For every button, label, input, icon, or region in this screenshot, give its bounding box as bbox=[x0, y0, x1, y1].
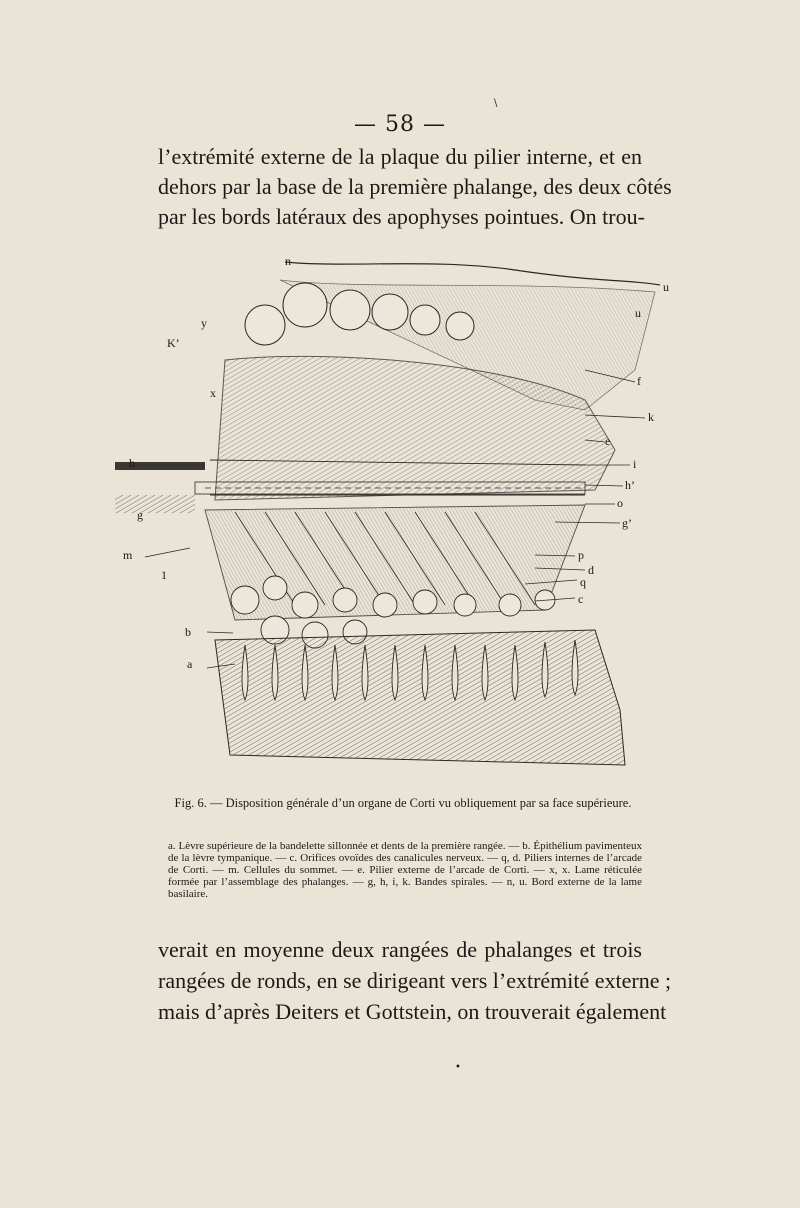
text-line: mais d’après Deiters et Gottstein, on trouverait également bbox=[158, 999, 667, 1024]
figure-label: i bbox=[633, 457, 637, 471]
figure-label: d bbox=[588, 563, 594, 577]
figure-label: f bbox=[637, 374, 641, 388]
figure-label: u bbox=[635, 306, 641, 320]
corti-illustration bbox=[115, 250, 680, 770]
figure-label: m bbox=[123, 548, 133, 562]
figure-caption: Fig. 6. — Disposition générale d’un organe de Corti vu obliquement par sa face supérieure. bbox=[174, 796, 632, 810]
figure-label: c bbox=[578, 592, 584, 606]
figure-label: x bbox=[210, 386, 216, 400]
text-line: verait en moyenne deux rangées de phalanges et trois bbox=[158, 937, 642, 962]
figure-label: 1 bbox=[161, 568, 167, 582]
figure-label: g bbox=[137, 508, 143, 522]
margin-mark: \ bbox=[494, 98, 498, 109]
text-line: l’extrémité externe de la plaque du pilier interne, et en bbox=[158, 144, 642, 169]
text-line: par les bords latéraux des apophyses pointues. On trou- bbox=[158, 204, 645, 229]
corti-organ-figure bbox=[115, 250, 680, 770]
figure-label: u bbox=[663, 280, 669, 294]
figure-label: g’ bbox=[622, 516, 632, 530]
paragraph-bottom bbox=[158, 934, 672, 1027]
figure-label: n bbox=[285, 254, 291, 268]
figure-label: h’ bbox=[625, 478, 635, 492]
ink-speck: • bbox=[455, 1062, 461, 1073]
figure-label: q bbox=[580, 575, 586, 589]
figure-label: K’ bbox=[167, 336, 180, 350]
page-number: — 58 — bbox=[354, 112, 446, 137]
figure-label: e bbox=[605, 434, 611, 448]
figure-label: a bbox=[187, 657, 193, 671]
figure-label: p bbox=[578, 548, 584, 562]
figure-label: h bbox=[129, 456, 135, 470]
text-line: rangées de ronds, en se dirigeant vers l’extrémité externe ; bbox=[158, 968, 672, 993]
paragraph-top bbox=[158, 142, 672, 232]
text-line: dehors par la base de la première phalange, des deux côtés bbox=[158, 174, 672, 199]
figure-label: o bbox=[617, 496, 623, 510]
figure-label: k bbox=[648, 410, 654, 424]
figure-legend: a. Lèvre supérieure de la bandelette sillonnée et dents de la première rangée. — b. Épithélium pavimenteux de la lèvre tympanique. — c. Orifices ovoïdes des canalicules nerveux. — q, d. Piliers internes de l’arcade de Corti. — m. Cellules du sommet. — e. Pilier externe de l’arcade de Corti. — x, x. Lame réticulée formée par l’assemblage des phalanges. — g, h, i, k. Bandes spirales. — n, u. Bord externe de la lame basilaire. bbox=[168, 840, 642, 900]
figure-label: y bbox=[201, 316, 207, 330]
figure-label: b bbox=[185, 625, 191, 639]
